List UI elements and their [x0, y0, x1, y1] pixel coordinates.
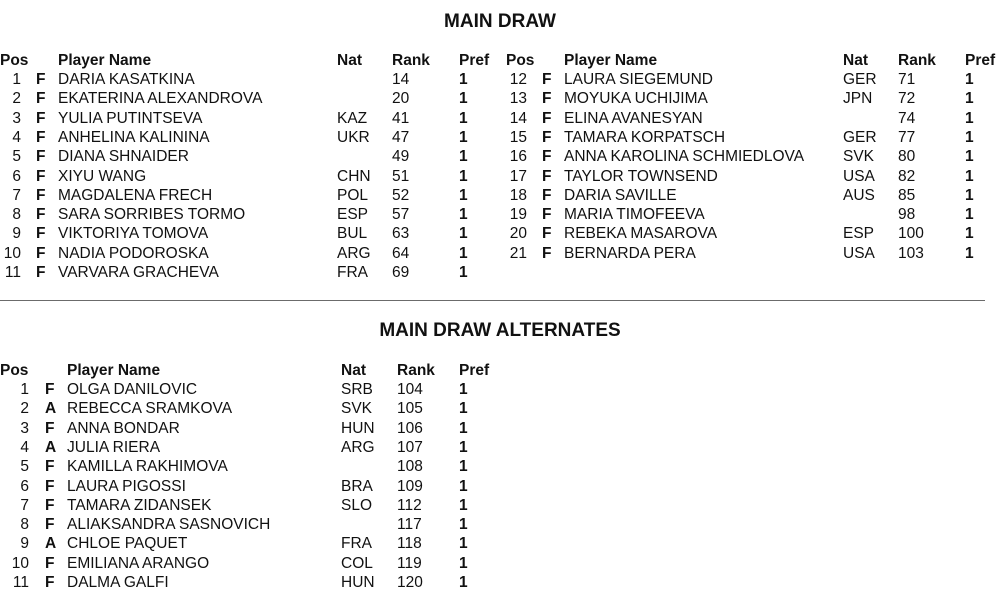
row-pref: 1	[459, 225, 468, 243]
row-entry-type: F	[36, 148, 46, 166]
row-pos: 11	[12, 574, 29, 591]
row-entry-type: F	[36, 225, 46, 243]
row-nat: HUN	[341, 419, 375, 437]
alternates-title: MAIN DRAW ALTERNATES	[379, 320, 621, 341]
row-pos: 15	[509, 128, 527, 146]
row-pref: 1	[965, 244, 974, 262]
row-pref: 1	[459, 535, 468, 553]
row-nat: ARG	[337, 244, 371, 262]
row-rank: 57	[392, 206, 410, 224]
row-pos: 7	[12, 186, 21, 204]
row-pos: 21	[509, 244, 527, 262]
row-nat: BRA	[341, 477, 373, 495]
table-row	[0, 438, 494, 457]
row-player-name: LAURA PIGOSSI	[67, 477, 186, 495]
row-pos: 7	[20, 496, 29, 514]
row-entry-type: F	[36, 109, 46, 127]
row-entry-type: A	[45, 400, 57, 418]
row-pref: 1	[459, 381, 468, 398]
header-pos: Pos	[0, 52, 29, 69]
row-pos: 8	[20, 516, 29, 534]
row-player-name: VIKTORIYA TOMOVA	[58, 225, 209, 243]
row-rank: 52	[392, 186, 410, 204]
row-rank: 64	[392, 244, 410, 262]
row-pos: 18	[509, 186, 527, 204]
row-player-name: MAGDALENA FRECH	[58, 186, 213, 204]
row-entry-type: F	[542, 206, 552, 224]
header-nat: Nat	[337, 52, 362, 69]
row-nat: CHN	[337, 167, 371, 185]
table-row	[0, 128, 494, 147]
row-player-name: ANHELINA KALININA	[58, 128, 210, 146]
row-pref: 1	[459, 148, 468, 166]
row-entry-type: F	[542, 244, 552, 262]
row-player-name: NADIA PODOROSKA	[58, 244, 209, 262]
row-pref: 1	[965, 206, 974, 224]
row-rank: 41	[392, 109, 410, 127]
table-row	[0, 554, 494, 573]
row-entry-type: F	[45, 516, 55, 534]
row-pos: 9	[12, 225, 21, 243]
row-player-name: OLGA DANILOVIC	[67, 381, 198, 398]
row-pos: 10	[3, 244, 21, 262]
row-nat: GER	[843, 128, 877, 146]
row-rank: 20	[392, 90, 410, 108]
row-player-name: DALMA GALFI	[67, 574, 169, 591]
row-rank: 100	[898, 225, 924, 243]
row-rank: 49	[392, 148, 410, 166]
table-row	[506, 109, 1000, 128]
row-pos: 1	[12, 71, 21, 88]
row-entry-type: F	[36, 186, 46, 204]
row-pref: 1	[459, 496, 468, 514]
row-nat: GER	[843, 71, 877, 88]
table-header-row	[506, 51, 1000, 70]
header-pref: Pref	[459, 52, 490, 69]
header-pref: Pref	[965, 52, 996, 69]
row-entry-type: F	[36, 128, 46, 146]
row-entry-type: F	[36, 71, 46, 88]
row-pref: 1	[459, 574, 468, 591]
row-pref: 1	[965, 71, 974, 88]
row-entry-type: F	[542, 225, 552, 243]
row-player-name: ANNA KAROLINA SCHMIEDLOVA	[564, 148, 805, 166]
row-pos: 8	[12, 206, 21, 224]
row-rank: 63	[392, 225, 410, 243]
row-pref: 1	[459, 458, 468, 476]
row-rank: 119	[397, 554, 422, 572]
table-row	[0, 205, 494, 224]
table-row	[0, 573, 494, 592]
header-nat: Nat	[341, 362, 366, 379]
table-row	[506, 167, 1000, 186]
row-player-name: CHLOE PAQUET	[67, 535, 188, 553]
row-player-name: BERNARDA PERA	[564, 244, 696, 262]
row-pos: 4	[20, 438, 29, 456]
row-player-name: DARIA SAVILLE	[564, 186, 677, 204]
header-rank: Rank	[898, 52, 936, 69]
row-pref: 1	[965, 109, 974, 127]
row-rank: 117	[397, 516, 422, 534]
header-rank: Rank	[392, 52, 430, 69]
row-entry-type: F	[542, 71, 552, 88]
row-pref: 1	[965, 148, 974, 166]
row-rank: 103	[898, 244, 924, 262]
row-pos: 4	[12, 128, 21, 146]
row-rank: 47	[392, 128, 410, 146]
table-row	[506, 128, 1000, 147]
row-entry-type: F	[36, 167, 46, 185]
row-entry-type: F	[542, 128, 552, 146]
row-pref: 1	[965, 90, 974, 108]
row-rank: 109	[397, 477, 423, 495]
table-row	[0, 224, 494, 243]
table-row	[0, 457, 494, 476]
row-nat: SRB	[341, 381, 373, 398]
table-row	[0, 109, 494, 128]
header-pref: Pref	[459, 362, 490, 379]
row-pos: 19	[509, 206, 527, 224]
row-pos: 2	[20, 400, 29, 418]
table-row	[0, 515, 494, 534]
table-row	[506, 186, 1000, 205]
section-divider	[0, 300, 985, 301]
row-player-name: DIANA SHNAIDER	[58, 148, 189, 166]
row-nat: AUS	[843, 186, 875, 204]
row-pos: 3	[20, 419, 29, 437]
row-rank: 98	[898, 206, 916, 224]
row-rank: 107	[397, 438, 423, 456]
row-nat: USA	[843, 167, 875, 185]
row-nat: HUN	[341, 574, 375, 591]
row-rank: 82	[898, 167, 916, 185]
row-entry-type: F	[45, 574, 55, 591]
table-row	[506, 244, 1000, 263]
row-nat: FRA	[341, 535, 372, 553]
table-row	[0, 496, 494, 515]
row-rank: 112	[397, 496, 422, 514]
row-entry-type: F	[36, 264, 46, 281]
row-pref: 1	[965, 186, 974, 204]
row-entry-type: F	[542, 90, 552, 108]
row-player-name: YULIA PUTINTSEVA	[58, 109, 203, 127]
row-player-name: KAMILLA RAKHIMOVA	[67, 458, 228, 476]
row-pos: 1	[20, 381, 29, 398]
row-entry-type: F	[542, 109, 552, 127]
row-pos: 9	[20, 535, 29, 553]
row-entry-type: F	[45, 458, 55, 476]
row-pref: 1	[459, 109, 468, 127]
row-pos: 14	[509, 109, 527, 127]
row-player-name: SARA SORRIBES TORMO	[58, 206, 246, 224]
row-entry-type: F	[542, 186, 552, 204]
row-entry-type: F	[45, 477, 55, 495]
row-pref: 1	[459, 244, 468, 262]
row-entry-type: F	[542, 167, 552, 185]
table-row	[0, 89, 494, 108]
table-row	[506, 70, 1000, 89]
row-player-name: TAMARA ZIDANSEK	[67, 496, 212, 514]
row-pref: 1	[459, 128, 468, 146]
header-player-name: Player Name	[67, 362, 161, 379]
row-rank: 118	[397, 535, 422, 553]
table-row	[0, 147, 494, 166]
row-nat: FRA	[337, 264, 368, 281]
table-row	[506, 224, 1000, 243]
row-nat: ESP	[843, 225, 875, 243]
row-pref: 1	[459, 206, 468, 224]
row-nat: JPN	[843, 90, 873, 108]
row-nat: POL	[337, 186, 369, 204]
row-pref: 1	[965, 167, 974, 185]
row-pref: 1	[459, 90, 468, 108]
row-player-name: ANNA BONDAR	[67, 419, 180, 437]
row-pref: 1	[459, 554, 468, 572]
row-pref: 1	[459, 71, 468, 88]
row-pos: 5	[12, 148, 21, 166]
row-rank: 69	[392, 264, 410, 281]
row-nat: ARG	[341, 438, 375, 456]
header-pos: Pos	[506, 52, 535, 69]
row-player-name: REBECCA SRAMKOVA	[67, 400, 233, 418]
header-nat: Nat	[843, 52, 868, 69]
row-pref: 1	[965, 225, 974, 243]
row-entry-type: F	[45, 554, 55, 572]
row-rank: 72	[898, 90, 916, 108]
row-entry-type: F	[542, 148, 552, 166]
row-rank: 77	[898, 128, 916, 146]
row-player-name: ALIAKSANDRA SASNOVICH	[67, 516, 271, 534]
row-pref: 1	[459, 438, 468, 456]
table-header-row	[0, 51, 494, 70]
row-pos: 16	[509, 148, 527, 166]
row-player-name: ELINA AVANESYAN	[564, 109, 703, 127]
row-pref: 1	[459, 167, 468, 185]
row-entry-type: F	[45, 381, 55, 398]
row-nat: KAZ	[337, 109, 368, 127]
row-nat: COL	[341, 554, 373, 572]
table-row	[0, 70, 494, 89]
table-row	[0, 380, 494, 399]
row-rank: 104	[397, 381, 423, 398]
row-pos: 6	[20, 477, 29, 495]
row-pref: 1	[459, 477, 468, 495]
row-player-name: DARIA KASATKINA	[58, 71, 195, 88]
row-pos: 13	[509, 90, 527, 108]
table-row	[0, 419, 494, 438]
row-pos: 3	[12, 109, 21, 127]
row-rank: 80	[898, 148, 916, 166]
row-entry-type: F	[36, 206, 46, 224]
row-pref: 1	[459, 516, 468, 534]
row-pref: 1	[965, 128, 974, 146]
row-nat: SVK	[341, 400, 373, 418]
row-pos: 20	[509, 225, 527, 243]
row-player-name: REBEKA MASAROVA	[564, 225, 718, 243]
row-nat: SLO	[341, 496, 373, 514]
row-entry-type: F	[36, 90, 46, 108]
table-row	[0, 399, 494, 418]
row-rank: 120	[397, 574, 423, 591]
row-nat: ESP	[337, 206, 369, 224]
row-rank: 74	[898, 109, 916, 127]
table-row	[506, 89, 1000, 108]
row-rank: 14	[392, 71, 410, 88]
row-pos: 5	[20, 458, 29, 476]
row-entry-type: F	[45, 419, 55, 437]
row-entry-type: F	[45, 496, 55, 514]
header-player-name: Player Name	[564, 52, 658, 69]
row-player-name: EKATERINA ALEXANDROVA	[58, 90, 263, 108]
row-rank: 108	[397, 458, 423, 476]
row-pos: 11	[4, 264, 21, 281]
row-player-name: LAURA SIEGEMUND	[564, 71, 714, 88]
row-rank: 105	[397, 400, 423, 418]
table-row	[0, 244, 494, 263]
row-player-name: MARIA TIMOFEEVA	[564, 206, 705, 224]
table-row	[0, 263, 494, 282]
row-nat: BUL	[337, 225, 368, 243]
row-pos: 10	[11, 554, 29, 572]
table-row	[0, 186, 494, 205]
row-rank: 51	[392, 167, 410, 185]
table-row	[0, 167, 494, 186]
row-player-name: TAYLOR TOWNSEND	[564, 167, 718, 185]
row-player-name: XIYU WANG	[58, 167, 147, 185]
row-nat: UKR	[337, 128, 370, 146]
row-rank: 85	[898, 186, 916, 204]
header-player-name: Player Name	[58, 52, 152, 69]
table-row	[0, 534, 494, 553]
table-row	[506, 147, 1000, 166]
row-player-name: VARVARA GRACHEVA	[58, 264, 219, 281]
table-row	[506, 205, 1000, 224]
row-pos: 12	[509, 71, 527, 88]
main-draw-title: MAIN DRAW	[444, 11, 556, 32]
row-rank: 71	[898, 71, 916, 88]
header-pos: Pos	[0, 362, 29, 379]
row-pref: 1	[459, 264, 468, 281]
row-entry-type: A	[45, 438, 57, 456]
row-player-name: EMILIANA ARANGO	[67, 554, 210, 572]
row-player-name: MOYUKA UCHIJIMA	[564, 90, 708, 108]
row-entry-type: A	[45, 535, 57, 553]
table-header-row	[0, 361, 494, 380]
row-player-name: TAMARA KORPATSCH	[564, 128, 726, 146]
row-pref: 1	[459, 400, 468, 418]
row-pos: 17	[509, 167, 527, 185]
row-pos: 2	[12, 90, 21, 108]
row-nat: USA	[843, 244, 875, 262]
table-row	[0, 477, 494, 496]
row-player-name: JULIA RIERA	[67, 438, 161, 456]
header-rank: Rank	[397, 362, 435, 379]
row-rank: 106	[397, 419, 423, 437]
row-entry-type: F	[36, 244, 46, 262]
row-pref: 1	[459, 186, 468, 204]
row-nat: SVK	[843, 148, 875, 166]
row-pref: 1	[459, 419, 468, 437]
row-pos: 6	[12, 167, 21, 185]
